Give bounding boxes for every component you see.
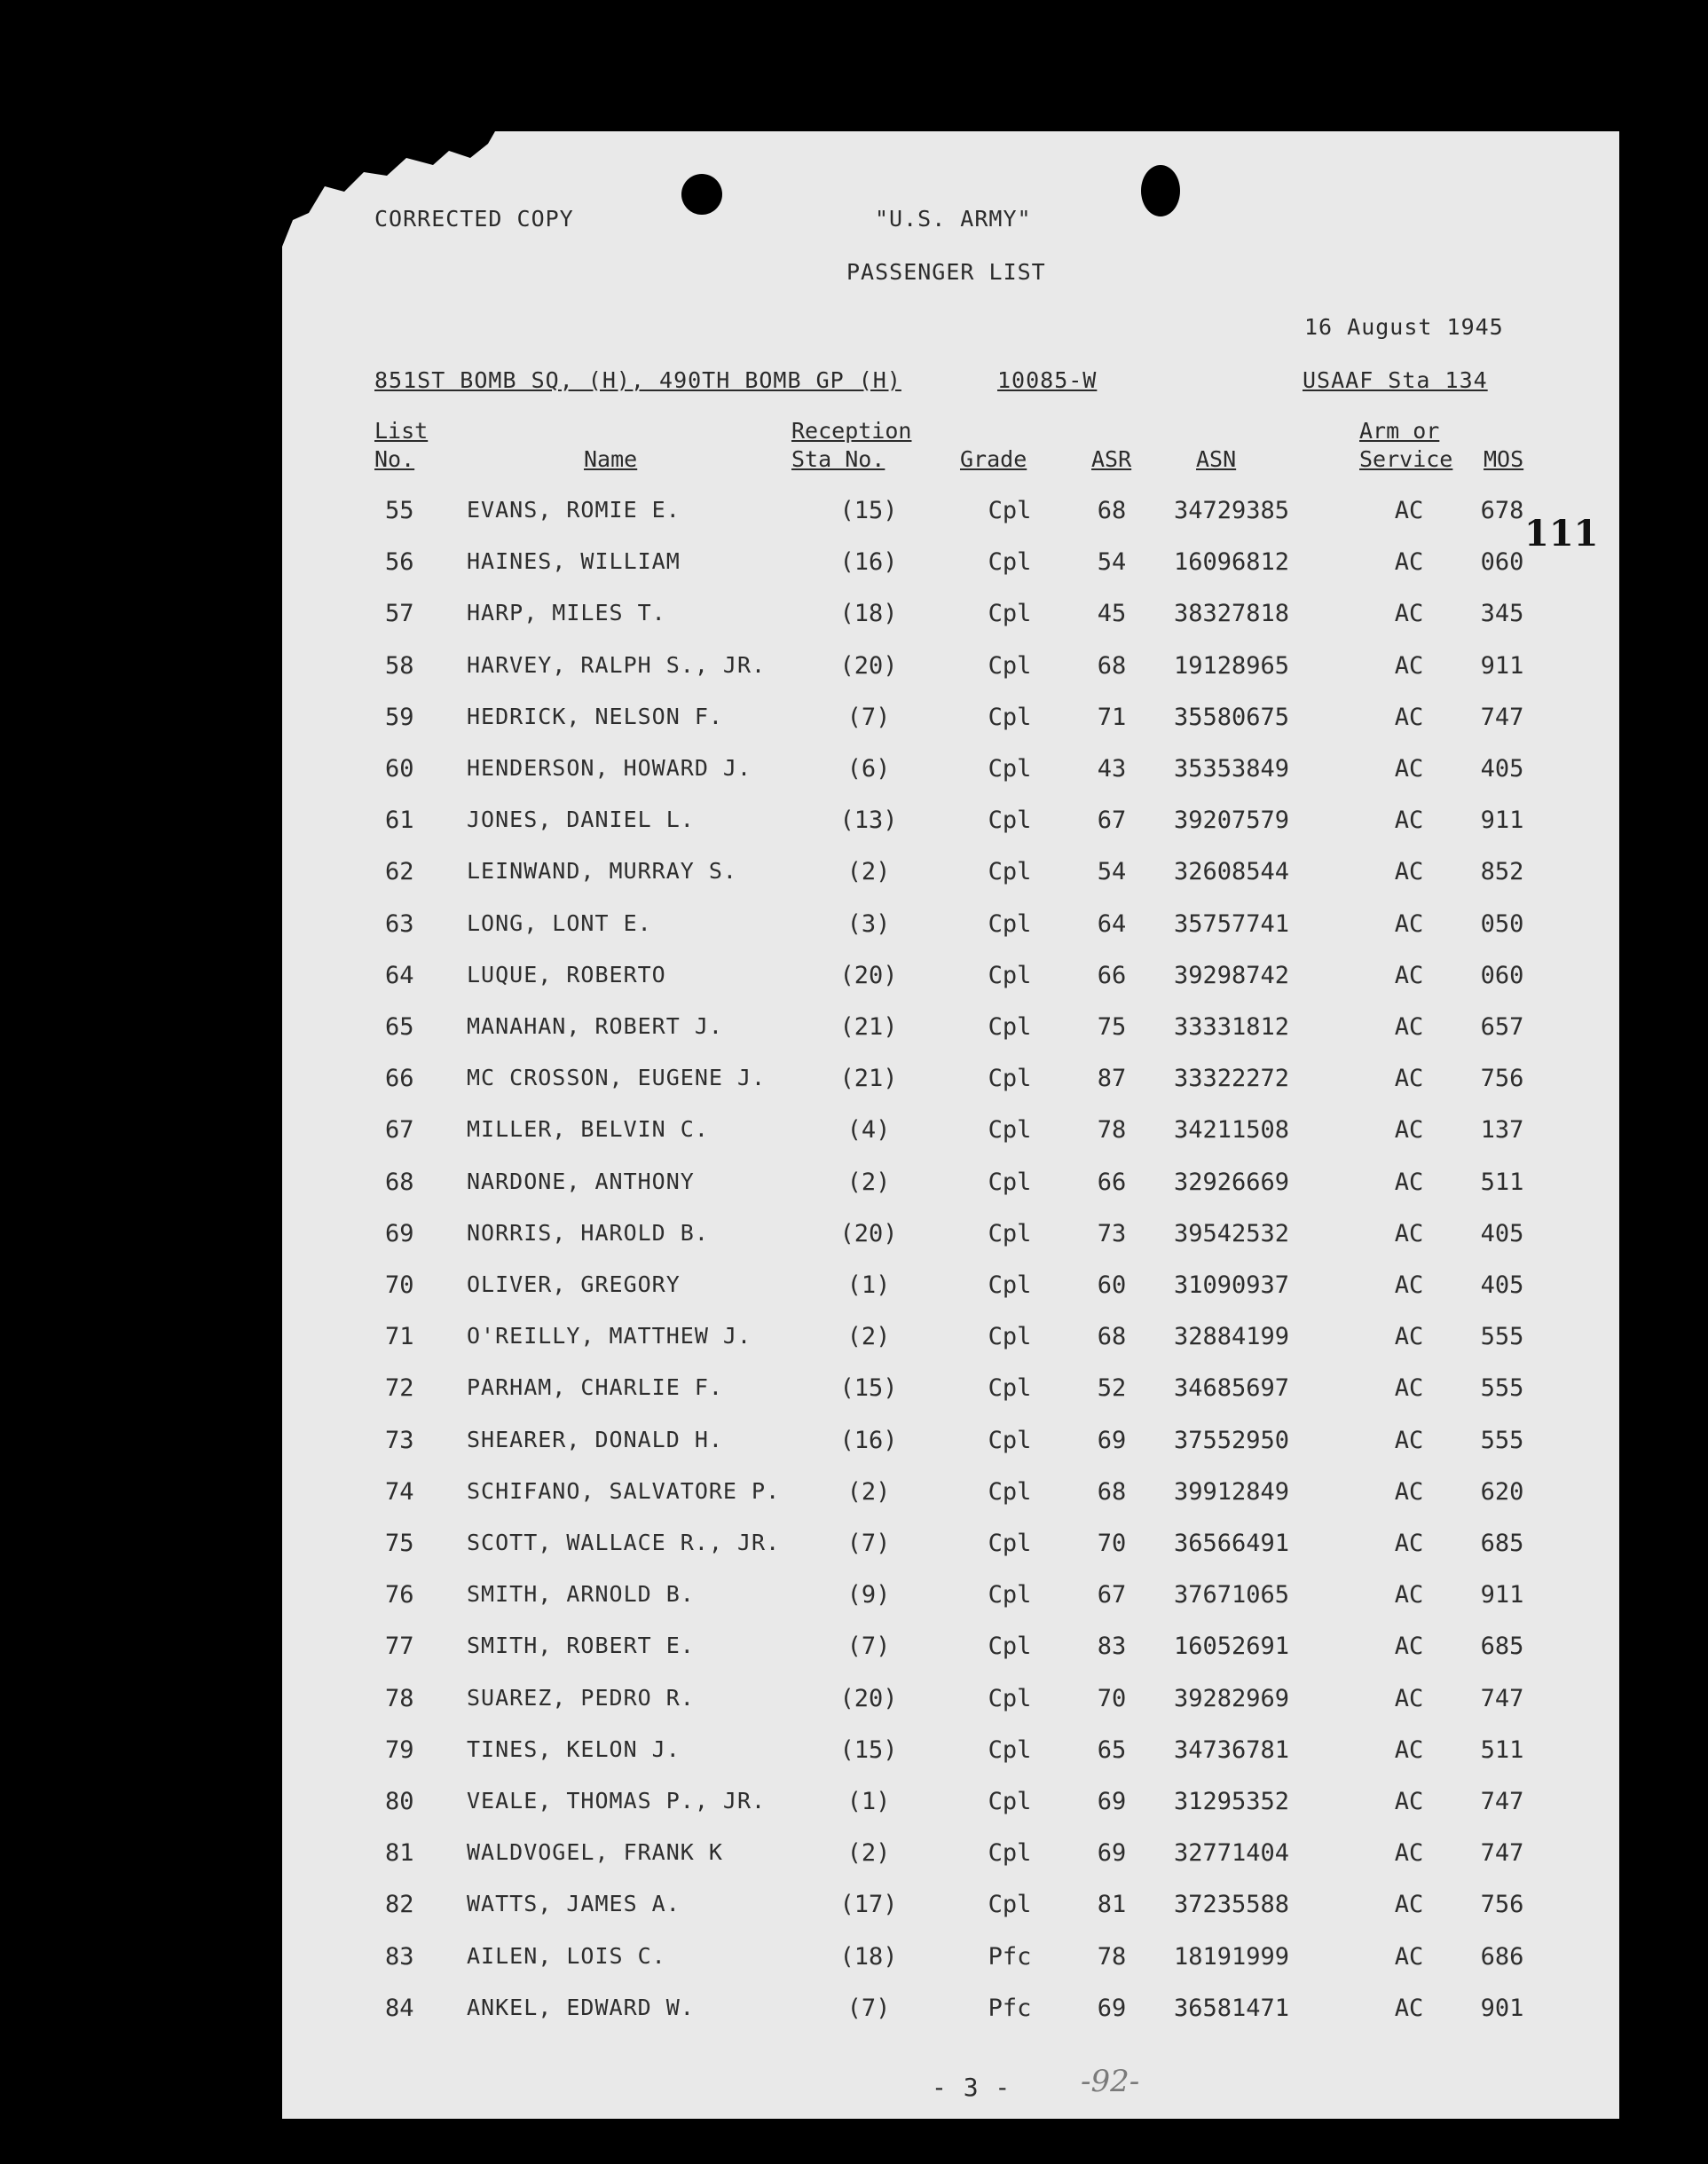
arm-cell: AC [1394, 1839, 1424, 1868]
asr-cell: 54 [1097, 858, 1127, 886]
reception-cell: (16) [839, 548, 898, 577]
col-mos: MOS [1484, 446, 1524, 472]
list-no-cell: 64 [385, 961, 414, 989]
arm-cell: AC [1394, 1374, 1424, 1403]
table-row [282, 1220, 1619, 1271]
arm-cell: AC [1394, 1323, 1424, 1351]
asn-cell: 38327818 [1173, 600, 1290, 628]
arm-cell: AC [1394, 497, 1424, 524]
reception-cell: (20) [839, 961, 898, 989]
table-row [282, 1685, 1619, 1736]
arm-cell: AC [1394, 1994, 1424, 2022]
mos-cell: 060 [1480, 548, 1524, 577]
grade-cell: Cpl [988, 1374, 1032, 1403]
grade-cell: Cpl [988, 1633, 1032, 1661]
reception-cell: (21) [839, 1013, 898, 1041]
asr-cell: 64 [1097, 909, 1127, 938]
asn-cell: 39282969 [1173, 1684, 1290, 1712]
table-row [282, 755, 1619, 807]
asr-cell: 66 [1097, 1168, 1127, 1196]
asr-cell: 66 [1097, 961, 1127, 989]
list-no-cell: 59 [385, 703, 414, 731]
list-no-cell: 72 [385, 1374, 414, 1403]
arm-cell: AC [1394, 1219, 1424, 1247]
arm-cell: AC [1394, 651, 1424, 680]
arm-cell: AC [1394, 1891, 1424, 1919]
list-no-cell: 61 [385, 807, 414, 835]
name-cell: HARP, MILES T. [467, 600, 666, 626]
reception-cell: (15) [839, 1374, 898, 1403]
table-row [282, 1788, 1619, 1839]
grade-cell: Cpl [988, 548, 1032, 577]
asr-cell: 78 [1097, 1942, 1127, 1971]
list-title: PASSENGER LIST [846, 259, 1046, 285]
list-no-cell: 56 [385, 548, 414, 577]
table-row [282, 1013, 1619, 1065]
grade-cell: Cpl [988, 1065, 1032, 1093]
asn-cell: 33331812 [1173, 1013, 1290, 1041]
table-row [282, 1530, 1619, 1581]
table-row [282, 1478, 1619, 1530]
mos-cell: 852 [1480, 858, 1524, 886]
grade-cell: Cpl [988, 1581, 1032, 1609]
arm-cell: AC [1394, 1271, 1424, 1299]
asn-cell: 32771404 [1173, 1839, 1290, 1868]
list-no-cell: 74 [385, 1477, 414, 1506]
list-no-cell: 55 [385, 497, 414, 524]
name-cell: EVANS, ROMIE E. [467, 497, 681, 523]
name-cell: HAINES, WILLIAM [467, 548, 681, 575]
reception-cell: (13) [839, 807, 898, 835]
mos-cell: 747 [1480, 1684, 1524, 1712]
table-row [282, 1839, 1619, 1891]
name-cell: LONG, LONT E. [467, 909, 652, 936]
table-row [282, 858, 1619, 909]
asr-cell: 68 [1097, 497, 1127, 524]
asn-cell: 16052691 [1173, 1633, 1290, 1661]
asr-cell: 67 [1097, 1581, 1127, 1609]
arm-cell: AC [1394, 755, 1424, 783]
reception-cell: (7) [846, 703, 891, 731]
name-cell: O'REILLY, MATTHEW J. [467, 1323, 752, 1350]
list-no-cell: 82 [385, 1891, 414, 1919]
table-row [282, 1427, 1619, 1478]
table-row [282, 497, 1619, 548]
mos-cell: 686 [1480, 1942, 1524, 1971]
arm-cell: AC [1394, 858, 1424, 886]
asr-cell: 69 [1097, 1788, 1127, 1815]
arm-cell: AC [1394, 1788, 1424, 1815]
name-cell: SHEARER, DONALD H. [467, 1426, 723, 1452]
table-row [282, 807, 1619, 858]
table-row [282, 1271, 1619, 1323]
grade-cell: Cpl [988, 1168, 1032, 1196]
mos-cell: 555 [1480, 1374, 1524, 1403]
asn-cell: 39298742 [1173, 961, 1290, 989]
table-row [282, 1995, 1619, 2046]
list-no-cell: 83 [385, 1942, 414, 1971]
grade-cell: Pfc [988, 1994, 1032, 2022]
arm-cell: AC [1394, 1116, 1424, 1145]
col-asr: ASR [1091, 446, 1132, 472]
reception-cell: (20) [839, 651, 898, 680]
document-page [282, 131, 1619, 2119]
grade-cell: Cpl [988, 858, 1032, 886]
mos-cell: 620 [1480, 1477, 1524, 1506]
grade-cell: Cpl [988, 961, 1032, 989]
arm-cell: AC [1394, 909, 1424, 938]
list-no-cell: 73 [385, 1426, 414, 1454]
mos-cell: 911 [1480, 1581, 1524, 1609]
grade-cell: Cpl [988, 1839, 1032, 1868]
mos-cell: 050 [1480, 909, 1524, 938]
grade-cell: Cpl [988, 1684, 1032, 1712]
name-cell: JONES, DANIEL L. [467, 807, 695, 833]
unit-designation: 851ST BOMB SQ, (H), 490TH BOMB GP (H) [374, 367, 901, 393]
name-cell: SUAREZ, PEDRO R. [467, 1684, 695, 1711]
mos-cell: 685 [1480, 1530, 1524, 1557]
name-cell: LEINWAND, MURRAY S. [467, 858, 737, 885]
asr-cell: 81 [1097, 1891, 1127, 1919]
name-cell: NORRIS, HAROLD B. [467, 1219, 709, 1246]
list-no-cell: 65 [385, 1013, 414, 1041]
asn-cell: 36581471 [1173, 1994, 1290, 2022]
asn-cell: 34736781 [1173, 1735, 1290, 1764]
asn-cell: 32608544 [1173, 858, 1290, 886]
arm-cell: AC [1394, 600, 1424, 628]
reception-cell: (20) [839, 1684, 898, 1712]
asr-cell: 65 [1097, 1735, 1127, 1764]
asr-cell: 60 [1097, 1271, 1127, 1299]
asr-cell: 54 [1097, 548, 1127, 577]
reception-cell: (18) [839, 1942, 898, 1971]
table-row [282, 1374, 1619, 1426]
name-cell: SMITH, ROBERT E. [467, 1633, 695, 1659]
asn-cell: 31090937 [1173, 1271, 1290, 1299]
reception-cell: (2) [846, 1323, 891, 1351]
reception-cell: (1) [846, 1271, 891, 1299]
list-no-cell: 84 [385, 1994, 414, 2022]
asn-cell: 18191999 [1173, 1942, 1290, 1971]
asn-cell: 36566491 [1173, 1530, 1290, 1557]
asn-cell: 35580675 [1173, 703, 1290, 731]
name-cell: MILLER, BELVIN C. [467, 1116, 709, 1143]
handwritten-number: -92- [1081, 2064, 1140, 2099]
asr-cell: 69 [1097, 1426, 1127, 1454]
asr-cell: 83 [1097, 1633, 1127, 1661]
asr-cell: 67 [1097, 807, 1127, 835]
list-no-cell: 75 [385, 1530, 414, 1557]
asn-cell: 35353849 [1173, 755, 1290, 783]
list-no-cell: 67 [385, 1116, 414, 1145]
table-row [282, 1581, 1619, 1633]
arm-cell: AC [1394, 961, 1424, 989]
col-grade: Grade [960, 446, 1027, 472]
grade-cell: Cpl [988, 1219, 1032, 1247]
table-row [282, 962, 1619, 1013]
name-cell: SCOTT, WALLACE R., JR. [467, 1530, 781, 1555]
arm-cell: AC [1394, 1581, 1424, 1609]
asn-cell: 16096812 [1173, 548, 1290, 577]
list-no-cell: 58 [385, 651, 414, 680]
grade-cell: Cpl [988, 909, 1032, 938]
asn-cell: 34729385 [1173, 497, 1290, 524]
table-row [282, 1065, 1619, 1116]
arm-cell: AC [1394, 703, 1424, 731]
asr-cell: 45 [1097, 600, 1127, 628]
punch-hole-right [1141, 165, 1180, 216]
asn-cell: 39542532 [1173, 1219, 1290, 1247]
col-arm: Arm or Service [1359, 418, 1453, 472]
list-no-cell: 63 [385, 909, 414, 938]
movement-code: 10085-W [997, 367, 1098, 393]
asn-cell: 37671065 [1173, 1581, 1290, 1609]
list-no-cell: 69 [385, 1219, 414, 1247]
asr-cell: 68 [1097, 1477, 1127, 1506]
table-row [282, 1323, 1619, 1374]
asn-cell: 31295352 [1173, 1788, 1290, 1815]
name-cell: MC CROSSON, EUGENE J. [467, 1065, 767, 1091]
stamped-number: 111 [1524, 513, 1599, 555]
grade-cell: Cpl [988, 1735, 1032, 1764]
reception-cell: (21) [839, 1065, 898, 1093]
grade-cell: Cpl [988, 1271, 1032, 1299]
name-cell: ANKEL, EDWARD W. [467, 1994, 695, 2020]
reception-cell: (15) [839, 1735, 898, 1764]
table-row [282, 1891, 1619, 1942]
grade-cell: Cpl [988, 1426, 1032, 1454]
table-row [282, 548, 1619, 600]
mos-cell: 405 [1480, 1271, 1524, 1299]
name-cell: NARDONE, ANTHONY [467, 1168, 695, 1194]
asn-cell: 19128965 [1173, 651, 1290, 680]
name-cell: VEALE, THOMAS P., JR. [467, 1788, 767, 1814]
list-no-cell: 78 [385, 1684, 414, 1712]
grade-cell: Cpl [988, 807, 1032, 835]
asr-cell: 75 [1097, 1013, 1127, 1041]
table-row [282, 600, 1619, 651]
grade-cell: Pfc [988, 1942, 1032, 1971]
table-row [282, 1943, 1619, 1995]
mos-cell: 405 [1480, 755, 1524, 783]
grade-cell: Cpl [988, 1013, 1032, 1041]
arm-cell: AC [1394, 1942, 1424, 1971]
mos-cell: 405 [1480, 1219, 1524, 1247]
reception-cell: (6) [846, 755, 891, 783]
arm-cell: AC [1394, 1013, 1424, 1041]
reception-cell: (17) [839, 1891, 898, 1919]
mos-cell: 345 [1480, 600, 1524, 628]
mos-cell: 747 [1480, 1839, 1524, 1868]
army-label: "U.S. ARMY" [875, 206, 1032, 232]
reception-cell: (4) [846, 1116, 891, 1145]
col-asn: ASN [1196, 446, 1237, 472]
mos-cell: 911 [1480, 807, 1524, 835]
asr-cell: 73 [1097, 1219, 1127, 1247]
mos-cell: 657 [1480, 1013, 1524, 1041]
reception-cell: (2) [846, 1168, 891, 1196]
name-cell: PARHAM, CHARLIE F. [467, 1374, 723, 1401]
asn-cell: 34211508 [1173, 1116, 1290, 1145]
document-date: 16 August 1945 [1304, 314, 1504, 340]
reception-cell: (18) [839, 600, 898, 628]
name-cell: TINES, KELON J. [467, 1735, 681, 1762]
table-row [282, 652, 1619, 704]
list-no-cell: 70 [385, 1271, 414, 1299]
mos-cell: 511 [1480, 1735, 1524, 1764]
asn-cell: 37235588 [1173, 1891, 1290, 1919]
mos-cell: 747 [1480, 703, 1524, 731]
arm-cell: AC [1394, 1530, 1424, 1557]
list-no-cell: 77 [385, 1633, 414, 1661]
page-number: - 3 - [932, 2073, 1011, 2102]
arm-cell: AC [1394, 1065, 1424, 1093]
station-label: USAAF Sta 134 [1303, 367, 1488, 393]
mos-cell: 678 [1480, 497, 1524, 524]
mos-cell: 911 [1480, 651, 1524, 680]
col-name: Name [584, 446, 638, 472]
asr-cell: 68 [1097, 1323, 1127, 1351]
punch-hole-left [681, 174, 722, 215]
asn-cell: 37552950 [1173, 1426, 1290, 1454]
table-row [282, 704, 1619, 755]
col-reception: Reception Sta No. [791, 418, 912, 472]
grade-cell: Cpl [988, 600, 1032, 628]
name-cell: WALDVOGEL, FRANK K [467, 1839, 723, 1866]
asr-cell: 70 [1097, 1530, 1127, 1557]
asn-cell: 39207579 [1173, 807, 1290, 835]
reception-cell: (20) [839, 1219, 898, 1247]
name-cell: WATTS, JAMES A. [467, 1891, 681, 1917]
asr-cell: 68 [1097, 651, 1127, 680]
corrected-copy-label: CORRECTED COPY [374, 206, 574, 232]
reception-cell: (15) [839, 497, 898, 524]
name-cell: SMITH, ARNOLD B. [467, 1581, 695, 1608]
reception-cell: (7) [846, 1633, 891, 1661]
name-cell: OLIVER, GREGORY [467, 1271, 681, 1297]
grade-cell: Cpl [988, 1891, 1032, 1919]
list-no-cell: 62 [385, 858, 414, 886]
name-cell: HEDRICK, NELSON F. [467, 703, 723, 729]
asn-cell: 39912849 [1173, 1477, 1290, 1506]
col-list-no: List No. [374, 418, 429, 472]
arm-cell: AC [1394, 1477, 1424, 1506]
name-cell: MANAHAN, ROBERT J. [467, 1013, 723, 1039]
asn-cell: 35757741 [1173, 909, 1290, 938]
asr-cell: 52 [1097, 1374, 1127, 1403]
arm-cell: AC [1394, 1168, 1424, 1196]
mos-cell: 060 [1480, 961, 1524, 989]
arm-cell: AC [1394, 1426, 1424, 1454]
mos-cell: 137 [1480, 1116, 1524, 1145]
list-no-cell: 76 [385, 1581, 414, 1609]
mos-cell: 685 [1480, 1633, 1524, 1661]
mos-cell: 756 [1480, 1891, 1524, 1919]
asr-cell: 69 [1097, 1994, 1127, 2022]
reception-cell: (9) [846, 1581, 891, 1609]
arm-cell: AC [1394, 807, 1424, 835]
reception-cell: (2) [846, 858, 891, 886]
list-no-cell: 66 [385, 1065, 414, 1093]
list-no-cell: 60 [385, 755, 414, 783]
list-no-cell: 57 [385, 600, 414, 628]
name-cell: HARVEY, RALPH S., JR. [467, 651, 767, 678]
table-row [282, 1169, 1619, 1220]
list-no-cell: 81 [385, 1839, 414, 1868]
list-no-cell: 68 [385, 1168, 414, 1196]
mos-cell: 555 [1480, 1323, 1524, 1351]
grade-cell: Cpl [988, 1788, 1032, 1815]
list-no-cell: 71 [385, 1323, 414, 1351]
reception-cell: (3) [846, 909, 891, 938]
asr-cell: 87 [1097, 1065, 1127, 1093]
asr-cell: 43 [1097, 755, 1127, 783]
grade-cell: Cpl [988, 497, 1032, 524]
reception-cell: (16) [839, 1426, 898, 1454]
asn-cell: 32884199 [1173, 1323, 1290, 1351]
grade-cell: Cpl [988, 1116, 1032, 1145]
table-row [282, 1633, 1619, 1684]
asn-cell: 34685697 [1173, 1374, 1290, 1403]
asn-cell: 33322272 [1173, 1065, 1290, 1093]
arm-cell: AC [1394, 1684, 1424, 1712]
asr-cell: 69 [1097, 1839, 1127, 1868]
mos-cell: 901 [1480, 1994, 1524, 2022]
grade-cell: Cpl [988, 651, 1032, 680]
reception-cell: (2) [846, 1839, 891, 1868]
mos-cell: 756 [1480, 1065, 1524, 1093]
mos-cell: 747 [1480, 1788, 1524, 1815]
table-row [282, 1736, 1619, 1788]
arm-cell: AC [1394, 548, 1424, 577]
mos-cell: 511 [1480, 1168, 1524, 1196]
grade-cell: Cpl [988, 1477, 1032, 1506]
asn-cell: 32926669 [1173, 1168, 1290, 1196]
mos-cell: 555 [1480, 1426, 1524, 1454]
reception-cell: (2) [846, 1477, 891, 1506]
asr-cell: 71 [1097, 703, 1127, 731]
asr-cell: 78 [1097, 1116, 1127, 1145]
arm-cell: AC [1394, 1735, 1424, 1764]
grade-cell: Cpl [988, 1530, 1032, 1557]
arm-cell: AC [1394, 1633, 1424, 1661]
name-cell: SCHIFANO, SALVATORE P. [467, 1477, 781, 1504]
reception-cell: (1) [846, 1788, 891, 1815]
table-row [282, 910, 1619, 962]
name-cell: LUQUE, ROBERTO [467, 961, 666, 988]
reception-cell: (7) [846, 1994, 891, 2022]
name-cell: AILEN, LOIS C. [467, 1942, 666, 1969]
grade-cell: Cpl [988, 755, 1032, 783]
list-no-cell: 79 [385, 1735, 414, 1764]
table-row [282, 1116, 1619, 1168]
asr-cell: 70 [1097, 1684, 1127, 1712]
list-no-cell: 80 [385, 1788, 414, 1815]
reception-cell: (7) [846, 1530, 891, 1557]
grade-cell: Cpl [988, 1323, 1032, 1351]
grade-cell: Cpl [988, 703, 1032, 731]
name-cell: HENDERSON, HOWARD J. [467, 755, 752, 781]
